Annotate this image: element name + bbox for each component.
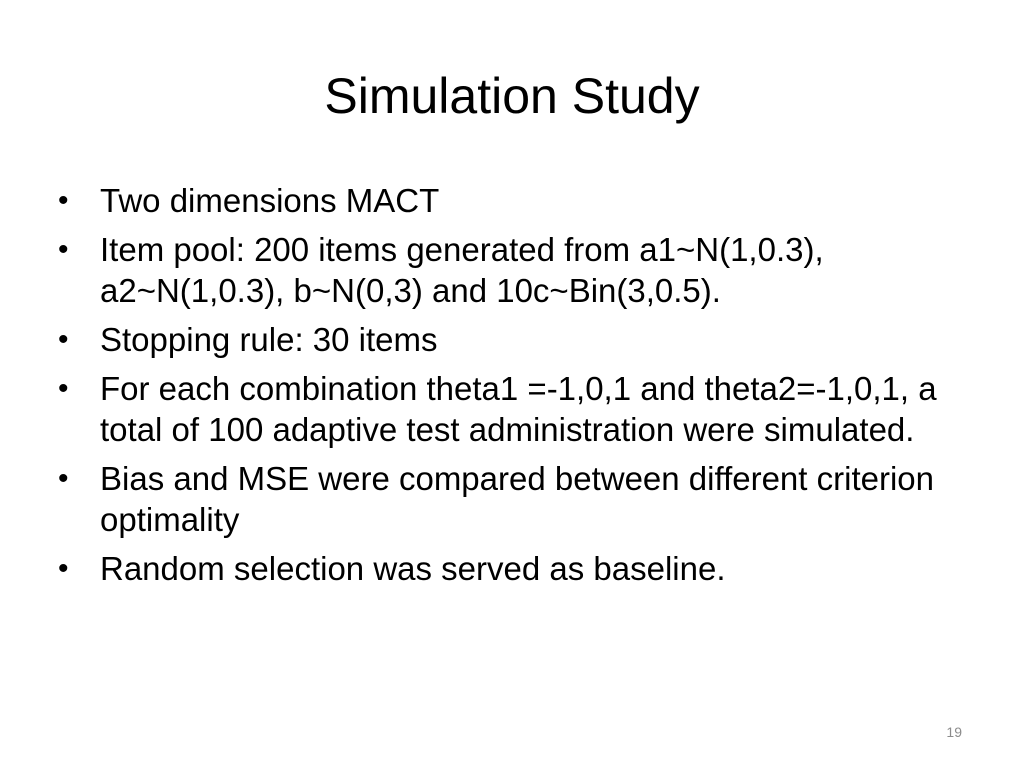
- bullet-text: Stopping rule: 30 items: [100, 321, 438, 358]
- bullet-item: [56, 548, 976, 589]
- bullet-icon: •: [58, 233, 69, 266]
- page-number: 19: [946, 724, 962, 740]
- slide-title: Simulation Study: [324, 68, 700, 124]
- bullet-item: [56, 368, 976, 450]
- bullet-item: [56, 180, 976, 221]
- bullet-text: For each combination theta1 =-1,0,1 and theta2=-1,0,1, a total of 100 adaptive test administration were simulated.: [100, 370, 937, 448]
- bullet-text: Item pool: 200 items generated from a1~N(1,0.3), a2~N(1,0.3), b~N(0,3) and 10c~Bin(3,0.5).: [100, 231, 824, 309]
- bullet-text: Random selection was served as baseline.: [100, 550, 726, 587]
- bullet-item: [56, 229, 976, 311]
- bullet-icon: •: [58, 323, 69, 356]
- bullet-icon: •: [58, 184, 69, 217]
- bullet-icon: •: [58, 372, 69, 405]
- bullet-text: Two dimensions MACT: [100, 182, 440, 219]
- bullet-item: [56, 319, 976, 360]
- bullet-list: [56, 180, 976, 597]
- bullet-text: Bias and MSE were compared between different criterion optimality: [100, 460, 934, 538]
- bullet-icon: •: [58, 462, 69, 495]
- bullet-icon: •: [58, 552, 69, 585]
- bullet-item: [56, 458, 976, 540]
